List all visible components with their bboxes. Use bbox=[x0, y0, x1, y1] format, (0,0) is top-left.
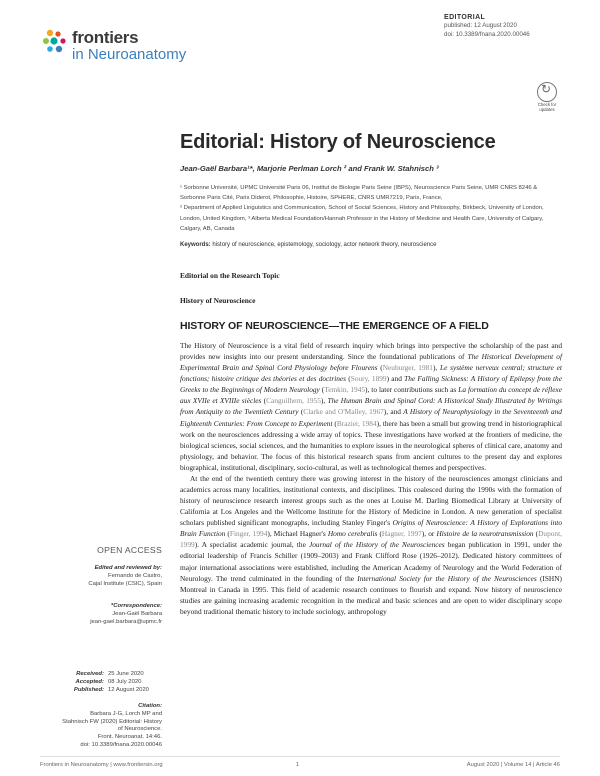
section-heading: HISTORY OF NEUROSCIENCE—THE EMERGENCE OF A FIELD bbox=[180, 320, 489, 332]
citation-link[interactable]: Dupont, 1999 bbox=[180, 529, 562, 550]
received-label: Received: bbox=[76, 671, 104, 677]
article-body bbox=[180, 340, 562, 617]
published-date-side: 12 August 2020 bbox=[108, 686, 149, 693]
correspondence-info bbox=[40, 603, 162, 626]
footer-page-number: 1 bbox=[296, 762, 300, 768]
check-updates-line2: updates bbox=[539, 107, 555, 112]
citation-label: Citation: bbox=[138, 703, 162, 709]
article-title: Editorial: History of Neuroscience bbox=[180, 131, 496, 153]
accepted-label: Accepted: bbox=[75, 678, 104, 685]
citation-line-3: of Neuroscience. bbox=[117, 726, 162, 733]
footer-issue: August 2020 | Volume 14 | Article 46 bbox=[466, 762, 560, 768]
article-meta bbox=[444, 14, 552, 39]
citation-line-1: Barbara J-G, Lorch MP and bbox=[90, 710, 162, 717]
editor-name: Fernando de Castro, bbox=[107, 572, 162, 579]
citation-link[interactable]: Neuburger, 1981 bbox=[382, 363, 433, 373]
research-topic-title[interactable]: History of Neuroscience bbox=[180, 296, 256, 305]
accepted-date: 08 July 2020 bbox=[108, 678, 142, 685]
frontiers-logo-icon bbox=[42, 28, 68, 56]
received-date: 25 June 2020 bbox=[108, 671, 144, 677]
editor-institution: Cajal Institute (CSIC), Spain bbox=[88, 580, 162, 587]
open-access-label: OPEN ACCESS bbox=[97, 545, 162, 555]
affiliations bbox=[180, 183, 562, 234]
citation-link[interactable]: Temkin, 1945 bbox=[324, 385, 366, 395]
keywords-list: history of neuroscience, epistemology, sociology, actor network theory, neuroscience bbox=[212, 242, 437, 248]
paragraph-1: The History of Neuroscience is a vital field of research inquiry which brings into perspective the scholarship of the past and provides new insights into our present understanding. Since the foundational publications of The Historical Development of Experimental Brain and Spinal Cord Physiology before Flourens (Neuburger, 1981), Le système nerveux central; structure et fonctions; histoire critique des théories et des doctrines (Soury, 1899) and The Falling Sickness: A History of Epilepsy from the Greeks to the Beginnings of Modern Neurology (Temkin, 1945), to later contributions such as La formation du concept de réflexe aux XVIIe et XVIIIe siècles (Canguilhem, 1955), The Human Brain and Spinal Cord: A Historical Study Illustrated by Writings from Antiquity to the Twentieth Century (Clarke and O'Malley, 1967), and A History of Neurophysiology in the Seventeenth and Eighteenth Centuries: From Concept to Experiment (Brazier, 1984), there has been a small but growing trend in historiographical work on the neurosciences addressing a wide array of topics. These investigations have worked at the frontiers of medicine, the biological sciences, social sciences, and the humanities to explore issues in the neurological spheres of clinical care, anatomy and physiology, and behavior. The focus of this historical research spans from ancient cultures to the present day and explores biographical, institutional, disciplinary, socio-cultural, as well as technological themes and perspectives. bbox=[180, 341, 562, 472]
research-topic-label: Editorial on the Research Topic bbox=[180, 271, 280, 280]
check-for-updates-badge[interactable] bbox=[536, 82, 558, 112]
logo-title: frontiers bbox=[72, 28, 139, 47]
correspondence-name: Jean-Gaël Barbara bbox=[112, 610, 162, 617]
paragraph-2: At the end of the twentieth century there was growing interest in the history of the neurosciences amongst clinicians and academics across many localities, institutional contexts, and disciplines. This coalesced during the 1990s with the formation of history of neuroscience research interest groups such as the ones at Louise M. Darling Biomedical Library at University of California at Los Angeles and the Wellcome Institute for the History of Medicine in London. A new generation of specialist scholars published significant monographs, including Stanley Finger's Origins of Neuroscience: A History of Explorations into Brain Function (Finger, 1994), Michael Hagner's Homo cerebralis (Hagner, 1997), or Histoire de la neurotransmission (Dupont, 1999). A specialist academic journal, the Journal of the History of the Neurosciences began publication in 1991, under the editorial leadership of Francis Schiller (1909–2003) and Frank Clifford Rose (1926–2012). Dedicated history committees of major international associations were established, including the American Academy of Neurology and the World Federation of Neurology. The trend culminated in the founding of the International Society for the History of the Neurosciences (ISHN) Montreal in Canada in 1995. This field of academic research continues to flourish and expand. Now history of neuroscience studies are gaining increasing academic recognition in the medical and basic sciences and are open to wider disciplinary scope beyond traditional thematic history to include sociology, anthropology bbox=[180, 473, 562, 616]
citation-link[interactable]: Canguilhem, 1955 bbox=[266, 396, 321, 406]
published-date: published: 12 August 2020 bbox=[444, 22, 517, 30]
citation-link[interactable]: Clarke and O'Malley, 1967 bbox=[303, 407, 384, 417]
affiliation-2: ² Department of Applied Linguistics and Communication, School of Social Sciences, History and Philosophy, Birkbeck, University of London, London, United Kingdom, ³ Alberta Medical Foundation/Hannah Professor in the History of Medicine and Health Care, University of Calgary, Calgary, AB, Canada bbox=[180, 205, 544, 232]
author-list: Jean-Gaël Barbara¹*, Marjorie Perlman Lorch ² and Frank W. Stahnisch ³ bbox=[180, 164, 439, 173]
citation-info bbox=[40, 703, 162, 750]
citation-link[interactable]: Brazier, 1984 bbox=[336, 418, 377, 428]
logo-journal: in Neuroanatomy bbox=[72, 46, 187, 63]
citation-link[interactable]: Hagner, 1997 bbox=[381, 529, 422, 539]
citation-link[interactable]: Finger, 1994 bbox=[229, 529, 268, 539]
check-updates-line1: Check for bbox=[537, 102, 557, 107]
journal-logo bbox=[42, 28, 212, 68]
article-type: EDITORIAL bbox=[444, 14, 486, 21]
keywords bbox=[180, 242, 436, 248]
check-updates-icon: ↻ bbox=[537, 82, 557, 102]
citation-link[interactable]: Soury, 1899 bbox=[350, 374, 387, 384]
edited-label: Edited and reviewed by: bbox=[94, 565, 162, 571]
correspondence-email[interactable]: jean-gael.barbara@upmc.fr bbox=[90, 618, 162, 625]
article-dates bbox=[40, 671, 162, 694]
affiliation-1: ¹ Sorbonne Université, UPMC Université Paris 06, Institut de Biologie Paris Seine (IBPS), Neuroscience Paris Seine, UMR CNRS 8246 & Sorbonne Paris Cité, Paris Diderot, Philosophie, Histoire, SPHERE, CNRS UMR7219, Paris, France, bbox=[180, 185, 538, 202]
keywords-label: Keywords: bbox=[180, 242, 211, 248]
editor-info bbox=[40, 565, 162, 588]
correspondence-label: *Correspondence: bbox=[110, 603, 162, 609]
footer-journal[interactable]: Frontiers in Neuroanatomy | www.frontiersin.org bbox=[40, 762, 163, 768]
doi[interactable]: doi: 10.3389/fnana.2020.00046 bbox=[444, 30, 530, 38]
citation-line-4: Front. Neuroanat. 14:46. bbox=[97, 734, 162, 741]
published-label: Published: bbox=[73, 686, 104, 693]
citation-line-5[interactable]: doi: 10.3389/fnana.2020.00046 bbox=[80, 741, 162, 748]
citation-line-2: Stahnisch FW (2020) Editorial: History bbox=[62, 718, 162, 725]
footer-divider bbox=[40, 756, 560, 757]
